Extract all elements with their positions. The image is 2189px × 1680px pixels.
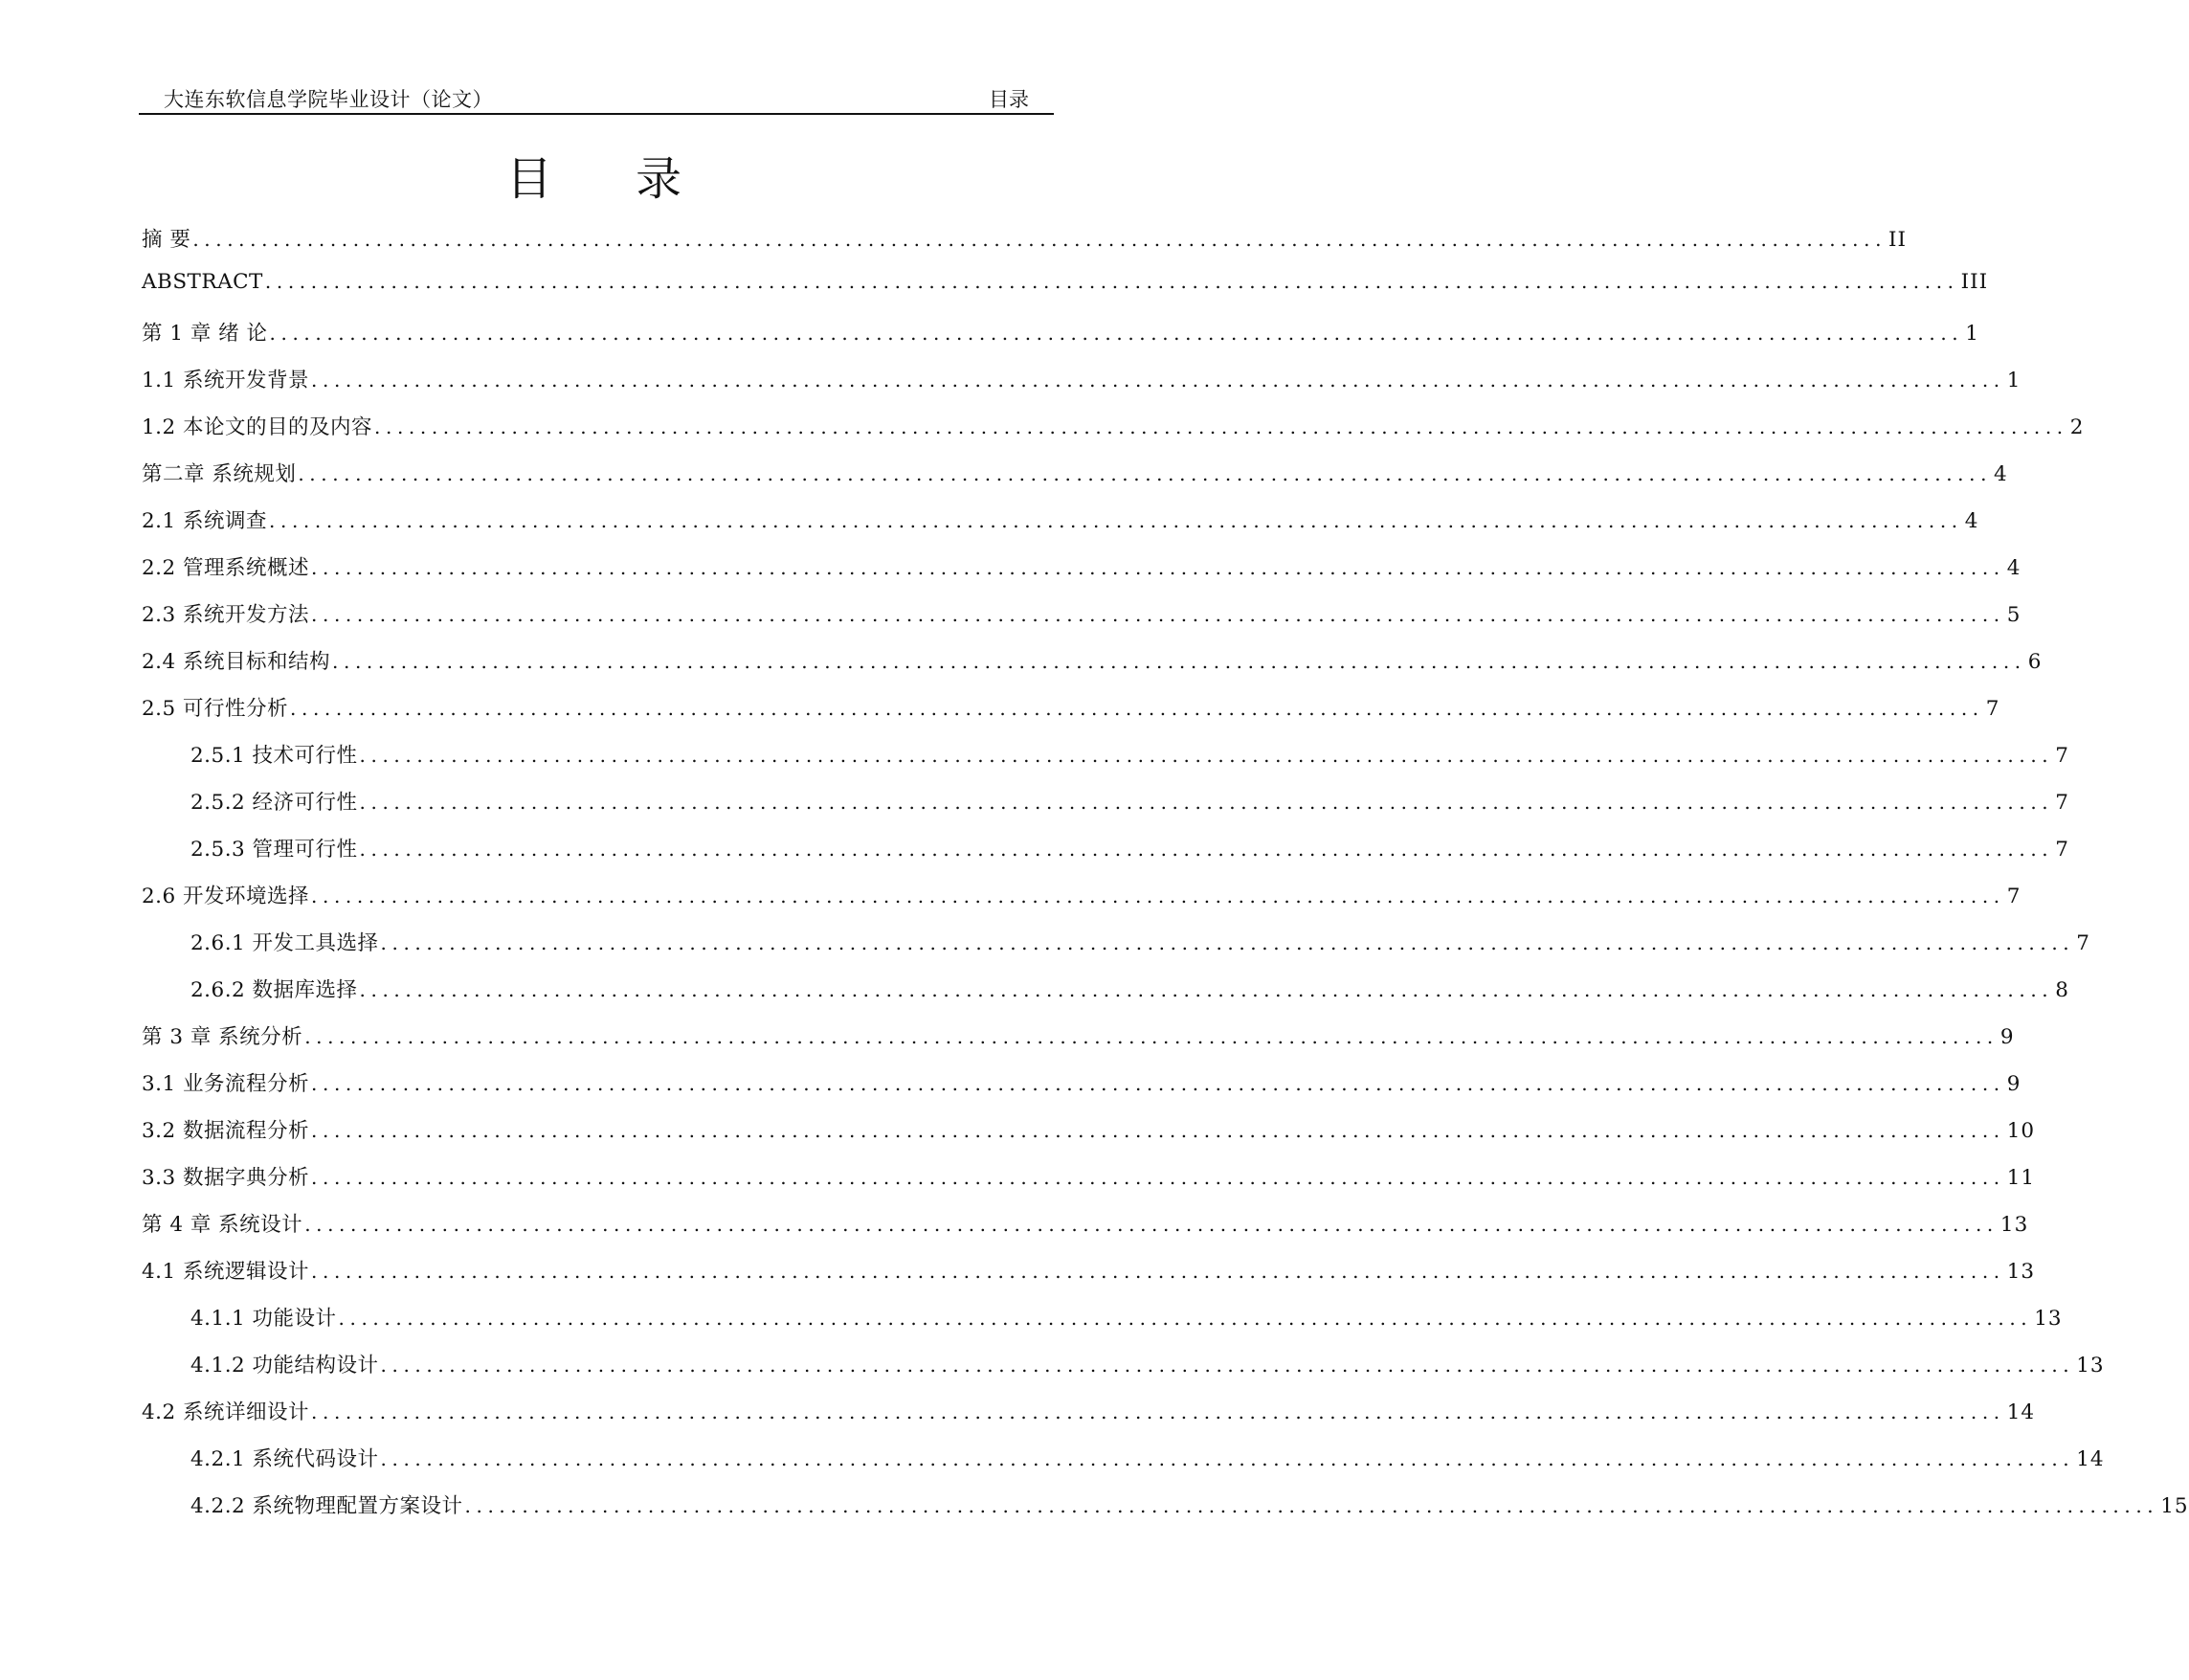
toc-entry-page-number: 4	[1964, 509, 1979, 533]
toc-dot-leader: ....................................................................................................................................................	[311, 1072, 2005, 1095]
toc-entry-label: 1.2 本论文的目的及内容	[142, 415, 373, 439]
toc-entry-page-number: 13	[2034, 1307, 2063, 1331]
toc-entry-page-number: 7	[2055, 791, 2069, 815]
toc-entry-page-number: 13	[1999, 1213, 2029, 1237]
toc-entry-label: 3.2 数据流程分析	[142, 1119, 310, 1143]
toc-entry-label: 第 3 章 系统分析	[142, 1025, 303, 1049]
toc-entry-page-number: 7	[2076, 931, 2090, 955]
toc-dot-leader: ....................................................................................................................................................	[380, 1447, 2075, 1470]
toc-dot-leader: ....................................................................................................................................................	[374, 415, 2068, 438]
toc-entry-label: 第 1 章 绪 论	[142, 322, 268, 346]
toc-dot-leader: ....................................................................................................................................................	[311, 1400, 2005, 1423]
toc-entry-page-number: 8	[2055, 978, 2069, 1002]
toc-dot-leader: ....................................................................................................................................................	[304, 1025, 1999, 1048]
toc-entry[interactable]	[142, 1208, 2029, 1255]
toc-dot-leader: ....................................................................................................................................................	[311, 1260, 2005, 1283]
toc-entry-page-number: 1	[2006, 369, 2021, 392]
toc-dot-leader: ....................................................................................................................................................	[311, 885, 2005, 907]
toc-entry-label: 2.5.1 技术可行性	[190, 744, 358, 768]
toc-dot-leader: ....................................................................................................................................................	[311, 1166, 2005, 1189]
toc-entry-page-number: 11	[2006, 1166, 2036, 1190]
toc-entry[interactable]	[142, 692, 2000, 739]
page-header	[139, 82, 1054, 115]
toc-entry[interactable]	[142, 786, 2069, 833]
toc-dot-leader: ....................................................................................................................................................	[359, 978, 2054, 1001]
toc-dot-leader: ....................................................................................................................................................	[359, 838, 2054, 861]
toc-entry-page-number: 13	[2006, 1260, 2036, 1284]
toc-entry[interactable]	[142, 974, 2069, 1020]
toc-entry[interactable]	[142, 270, 1989, 317]
toc-entry-label: 4.1 系统逻辑设计	[142, 1260, 310, 1284]
toc-entry-page-number: II	[1888, 228, 1908, 252]
toc-entry[interactable]	[142, 1490, 2189, 1536]
toc-entry[interactable]	[142, 223, 1908, 270]
toc-entry-label: 4.2 系统详细设计	[142, 1400, 310, 1424]
header-section-name: 目录	[989, 88, 1029, 111]
page-title: 目 录	[505, 152, 717, 206]
toc-dot-leader: ....................................................................................................................................................	[192, 228, 1887, 251]
toc-entry-page-number: 5	[2006, 603, 2021, 627]
toc-dot-leader: ....................................................................................................................................................	[269, 322, 1964, 345]
toc-entry-label: 2.1 系统调查	[142, 509, 268, 533]
toc-dot-leader: ....................................................................................................................................................	[380, 931, 2075, 954]
toc-entry[interactable]	[142, 504, 1979, 551]
toc-entry-label: 摘 要	[142, 228, 191, 252]
toc-entry-page-number: 4	[1994, 462, 2008, 486]
toc-entry-page-number: 2	[2069, 415, 2085, 439]
toc-entry[interactable]	[142, 1161, 2036, 1208]
toc-entry-page-number: 7	[2006, 885, 2021, 908]
toc-entry[interactable]	[142, 1349, 2105, 1396]
toc-entry-page-number: 9	[2006, 1072, 2021, 1096]
toc-dot-leader: ....................................................................................................................................................	[264, 270, 1959, 293]
table-of-contents	[142, 223, 2189, 1536]
toc-dot-leader: ....................................................................................................................................................	[311, 556, 2005, 579]
toc-entry-label: 第二章 系统规划	[142, 462, 297, 486]
toc-entry-page-number: 15	[2160, 1494, 2189, 1518]
toc-entry-label: 2.5.2 经济可行性	[190, 791, 358, 815]
toc-entry[interactable]	[142, 598, 2021, 645]
toc-dot-leader: ....................................................................................................................................................	[464, 1494, 2159, 1517]
toc-entry-label: 2.4 系统目标和结构	[142, 650, 331, 674]
toc-entry[interactable]	[142, 411, 2085, 458]
toc-entry-label: 2.6.1 开发工具选择	[190, 931, 379, 955]
toc-entry[interactable]	[142, 880, 2021, 927]
toc-entry[interactable]	[142, 1443, 2105, 1490]
toc-dot-leader: ....................................................................................................................................................	[338, 1307, 2033, 1330]
toc-entry-page-number: 10	[2006, 1119, 2036, 1143]
toc-entry-label: 4.2.1 系统代码设计	[190, 1447, 379, 1471]
toc-dot-leader: ....................................................................................................................................................	[311, 369, 2005, 392]
toc-entry-page-number: 14	[2006, 1400, 2036, 1424]
toc-entry-page-number: 13	[2076, 1354, 2105, 1378]
toc-entry-label: 2.5.3 管理可行性	[190, 838, 358, 862]
toc-entry-page-number: 14	[2076, 1447, 2105, 1471]
toc-entry-page-number: 7	[2055, 744, 2069, 768]
toc-entry-page-number: 7	[2055, 838, 2069, 862]
header-school-name: 大连东软信息学院毕业设计（论文）	[164, 88, 493, 111]
toc-dot-leader: ....................................................................................................................................................	[298, 462, 1993, 485]
toc-dot-leader: ....................................................................................................................................................	[332, 650, 2026, 673]
toc-entry-label: ABSTRACT	[142, 270, 263, 294]
toc-dot-leader: ....................................................................................................................................................	[304, 1213, 1999, 1236]
toc-entry-label: 1.1 系统开发背景	[142, 369, 310, 392]
toc-entry[interactable]	[142, 364, 2021, 411]
toc-entry[interactable]	[142, 458, 2008, 504]
toc-entry[interactable]	[142, 1302, 2063, 1349]
toc-entry-page-number: 1	[1965, 322, 1979, 346]
toc-dot-leader: ....................................................................................................................................................	[359, 744, 2054, 767]
toc-entry-label: 2.3 系统开发方法	[142, 603, 310, 627]
toc-entry-label: 2.6.2 数据库选择	[190, 978, 358, 1002]
toc-dot-leader: ....................................................................................................................................................	[290, 697, 1984, 720]
toc-entry-label: 4.1.1 功能设计	[190, 1307, 337, 1331]
toc-entry[interactable]	[142, 833, 2069, 880]
toc-entry[interactable]	[142, 1114, 2036, 1161]
toc-entry-page-number: 7	[1985, 697, 2000, 721]
toc-entry[interactable]	[142, 739, 2069, 786]
toc-entry-page-number: 9	[1999, 1025, 2015, 1049]
toc-entry[interactable]	[142, 1020, 2015, 1067]
toc-entry-page-number: 6	[2027, 650, 2043, 674]
toc-entry-label: 3.1 业务流程分析	[142, 1072, 310, 1096]
toc-entry-label: 3.3 数据字典分析	[142, 1166, 310, 1190]
toc-entry-label: 2.2 管理系统概述	[142, 556, 310, 580]
toc-dot-leader: ....................................................................................................................................................	[311, 603, 2005, 626]
toc-entry[interactable]	[142, 551, 2021, 598]
toc-entry[interactable]	[142, 317, 1979, 364]
toc-entry-label: 2.6 开发环境选择	[142, 885, 310, 908]
toc-dot-leader: ....................................................................................................................................................	[269, 509, 1963, 532]
toc-entry[interactable]	[142, 1255, 2036, 1302]
toc-entry[interactable]	[142, 1396, 2036, 1443]
toc-dot-leader: ....................................................................................................................................................	[380, 1354, 2075, 1377]
toc-entry-label: 2.5 可行性分析	[142, 697, 289, 721]
toc-entry[interactable]	[142, 927, 2090, 974]
toc-entry[interactable]	[142, 1067, 2021, 1114]
toc-dot-leader: ....................................................................................................................................................	[311, 1119, 2005, 1142]
toc-dot-leader: ....................................................................................................................................................	[359, 791, 2054, 814]
toc-entry-page-number: 4	[2006, 556, 2021, 580]
toc-entry-label: 4.1.2 功能结构设计	[190, 1354, 379, 1378]
toc-entry-label: 第 4 章 系统设计	[142, 1213, 303, 1237]
toc-entry[interactable]	[142, 645, 2043, 692]
toc-entry-page-number: III	[1960, 270, 1989, 294]
toc-entry-label: 4.2.2 系统物理配置方案设计	[190, 1494, 463, 1518]
